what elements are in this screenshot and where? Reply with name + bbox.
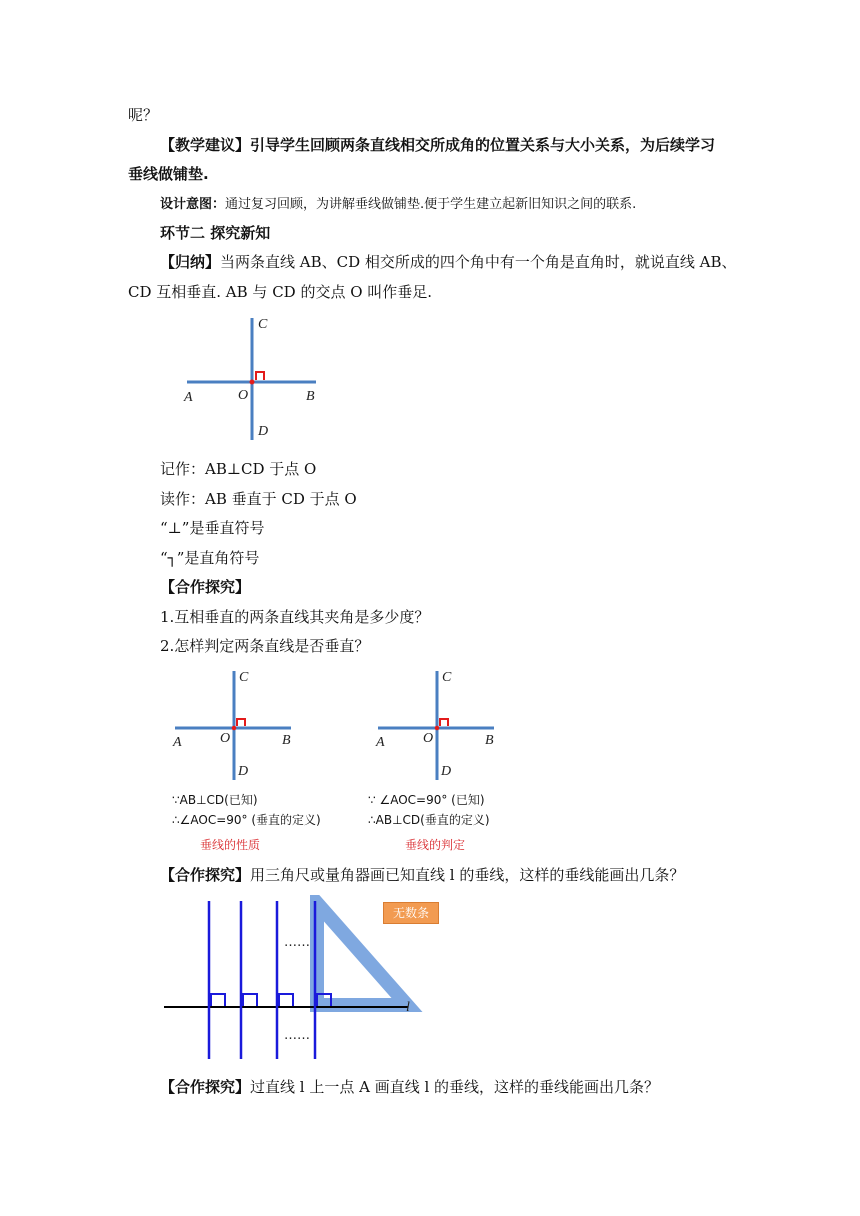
point-o (435, 726, 440, 731)
summary-text: 当两条直线 AB、CD 相交所成的四个角中有一个角是直角时，就说直线 AB、 (220, 253, 737, 271)
teaching-suggestion-text: 引导学生回顾两条直线相交所成角的位置关系与大小关系，为后续学习 (250, 136, 716, 154)
right-angle-symbol-note: “┐”是直角符号 (160, 549, 260, 567)
right-angle-mark-2 (243, 994, 257, 1006)
coop-heading-1: 【合作探究】 (160, 578, 251, 596)
ellipsis-top: …… (284, 935, 310, 950)
coop-question-3 (160, 1076, 659, 1098)
label-c: C (258, 317, 268, 332)
coop-question-2 (160, 864, 684, 886)
label-b: B (485, 733, 494, 748)
teaching-suggestion-line2: 垂线做铺垫. (128, 165, 209, 183)
summary-line2: CD 互相垂直. AB 与 CD 的交点 O 叫作垂足. (128, 283, 433, 301)
perpendicular-figure-right (373, 665, 523, 783)
label-c: C (239, 670, 249, 685)
judgement-caption: 垂线的判定 (405, 838, 466, 852)
design-intent-label: 设计意图： (160, 197, 226, 212)
label-o: O (238, 388, 249, 403)
coop-text-2: 用三角尺或量角器画已知直线 l 的垂线，这样的垂线能画出几条？ (250, 866, 685, 884)
label-d: D (258, 424, 269, 439)
label-d: D (238, 764, 249, 779)
label-a: A (376, 735, 385, 750)
label-c: C (442, 670, 452, 685)
label-l: l (406, 1000, 410, 1015)
perpendicular-figure (170, 310, 340, 450)
summary-tag: 【归纳】 (160, 253, 221, 271)
notation-read: 读作：AB 垂直于 CD 于点 O (160, 490, 357, 508)
label-b: B (306, 389, 315, 404)
right-angle-mark-3 (279, 994, 293, 1006)
label-o: O (220, 731, 231, 746)
proof-left-line2: ∴∠AOC=90° (垂直的定义) (172, 813, 321, 827)
summary-line1 (160, 251, 737, 273)
ellipsis-bottom: …… (284, 1028, 310, 1043)
label-a: A (173, 735, 182, 750)
right-angle-mark-1 (211, 994, 225, 1006)
coop-heading-3: 【合作探究】 (160, 1078, 251, 1096)
right-angle-mark (256, 372, 264, 380)
label-o: O (423, 731, 434, 746)
design-intent (160, 194, 636, 216)
point-o (250, 380, 255, 385)
design-intent-text: 通过复习回顾，为讲解垂线做铺垫.便于学生建立起新旧知识之间的联系. (225, 197, 637, 212)
point-o (232, 726, 237, 731)
proof-right-line1: ∵ ∠AOC=90° (已知) (368, 793, 485, 807)
section-heading: 环节二 探究新知 (160, 224, 271, 242)
teaching-suggestion-tag: 【教学建议】 (160, 136, 251, 154)
notation-write: 记作：AB⊥CD 于点 O (160, 460, 317, 478)
perpendicular-figure-left (170, 665, 320, 783)
right-angle-mark (237, 719, 245, 726)
perp-symbol-note: “⊥”是垂直符号 (160, 519, 265, 537)
question-2: 2.怎样判定两条直线是否垂直？ (160, 637, 370, 655)
infinite-badge: 无数条 (383, 902, 439, 924)
question-1: 1.互相垂直的两条直线其夹角是多少度？ (160, 608, 430, 626)
coop-text-3: 过直线 l 上一点 A 画直线 l 的垂线，这样的垂线能画出几条？ (250, 1078, 660, 1096)
label-a: A (184, 390, 193, 405)
right-angle-mark (440, 719, 448, 726)
proof-left-line1: ∵AB⊥CD(已知) (172, 793, 258, 807)
label-b: B (282, 733, 291, 748)
label-d: D (441, 764, 452, 779)
paragraph-continuation: 呢？ (128, 106, 159, 124)
coop-heading-2: 【合作探究】 (160, 866, 251, 884)
property-caption: 垂线的性质 (200, 838, 261, 852)
teaching-suggestion-line1 (160, 134, 715, 156)
proof-right-line2: ∴AB⊥CD(垂直的定义) (368, 813, 490, 827)
